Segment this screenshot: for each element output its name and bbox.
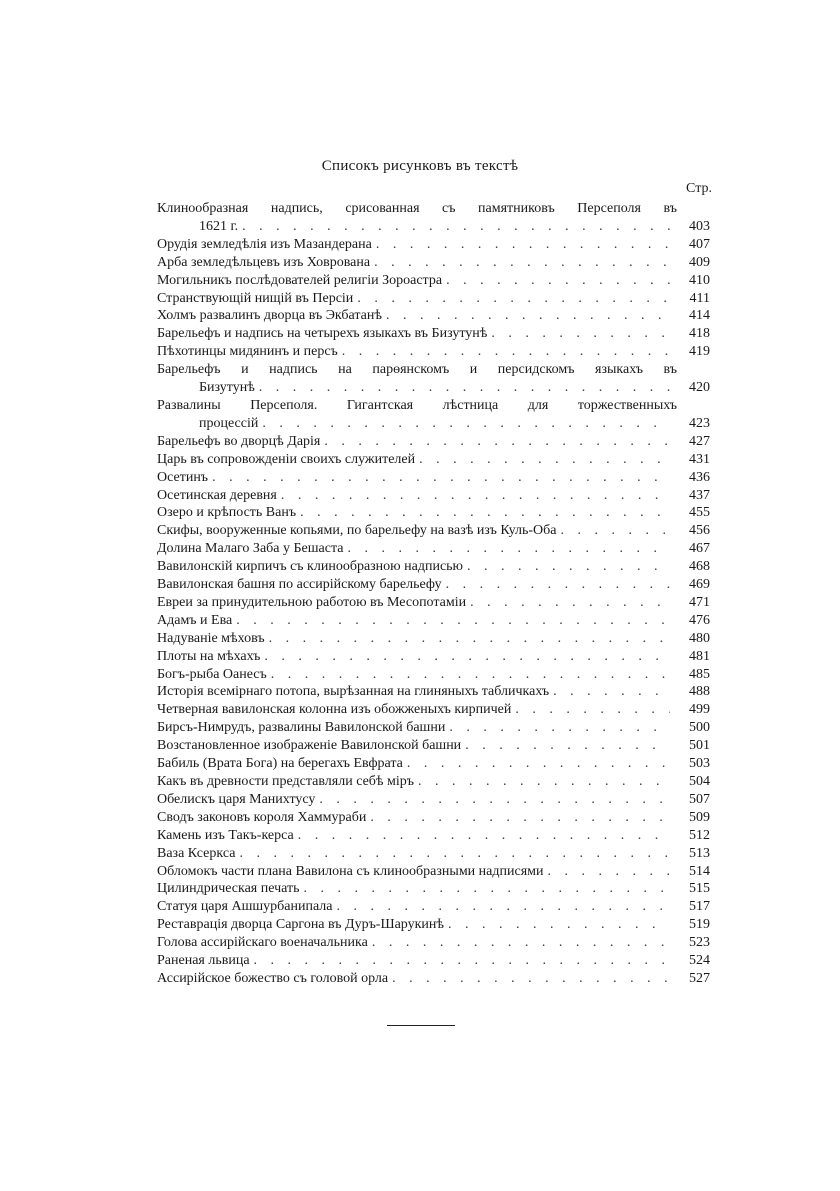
entry-row xyxy=(157,451,710,469)
list-item xyxy=(157,648,710,666)
list-item xyxy=(157,397,710,433)
list-item xyxy=(157,254,710,272)
dot-leader xyxy=(271,666,670,684)
list-item xyxy=(157,594,710,612)
entry-title: Голова ассирійскаго военачальника xyxy=(157,935,368,951)
closing-rule xyxy=(387,1025,455,1026)
dot-leader xyxy=(491,325,670,343)
page-title: Списокъ рисунковъ въ текстѣ xyxy=(321,158,519,174)
page-number: 499 xyxy=(689,702,710,718)
page-number: 514 xyxy=(689,863,710,879)
dot-leader xyxy=(376,236,670,254)
entry-title: Ваза Ксеркса xyxy=(157,845,236,861)
entry-row xyxy=(157,254,710,272)
entry-title: Камень изъ Такъ-керса xyxy=(157,827,294,843)
page-number: 503 xyxy=(689,756,710,772)
page-number: 504 xyxy=(689,774,710,789)
dot-leader xyxy=(561,522,671,540)
dot-leader xyxy=(374,254,670,272)
entry-row xyxy=(157,433,710,451)
list-item xyxy=(157,290,710,308)
entry-row xyxy=(157,791,710,809)
page-number: 436 xyxy=(689,469,710,485)
entry-row xyxy=(157,719,710,737)
page-number: 524 xyxy=(689,953,710,969)
entry-row xyxy=(157,594,710,612)
entry-row xyxy=(157,683,710,701)
list-item xyxy=(157,236,710,254)
entry-title: Вавилонскій кирпичъ съ клинообразною надписью xyxy=(157,559,464,575)
list-item xyxy=(157,683,710,701)
dot-leader xyxy=(324,433,670,451)
list-item xyxy=(157,630,710,648)
dot-leader xyxy=(446,272,670,290)
entry-row xyxy=(157,522,710,540)
figure-list xyxy=(157,200,710,988)
dot-leader xyxy=(264,648,670,666)
page-number: 455 xyxy=(689,505,710,521)
entry-title: Пѣхотинцы мидянинъ и персъ xyxy=(157,344,338,360)
dot-leader xyxy=(319,791,670,809)
page-number: 527 xyxy=(689,970,710,986)
entry-title: Обломокъ части плана Вавилона съ клинообразными надписями xyxy=(157,863,544,879)
list-item xyxy=(157,504,710,522)
list-item xyxy=(157,576,710,594)
list-item xyxy=(157,898,710,916)
entry-title: процессій xyxy=(199,415,259,431)
list-item xyxy=(157,666,710,684)
page-number: 403 xyxy=(689,218,710,234)
list-item xyxy=(157,451,710,469)
dot-leader xyxy=(254,952,670,970)
dot-leader xyxy=(242,218,670,236)
page-column-header: Стр. xyxy=(686,181,712,196)
dot-leader xyxy=(407,755,670,773)
entry-row xyxy=(157,863,710,881)
entry-title-first-line: Клинообразная надпись, срисованная съ памятниковъ Персеполя въ xyxy=(157,201,677,216)
page-number: 411 xyxy=(689,290,710,306)
page-number: 469 xyxy=(689,577,710,593)
entry-row xyxy=(157,540,710,558)
entry-title: Возстановленное изображеніе Вавилонской башни xyxy=(157,738,462,754)
entry-title: Обелискъ царя Манихтусу xyxy=(157,791,316,807)
page-number: 513 xyxy=(689,845,710,861)
dot-leader xyxy=(347,540,670,558)
entry-title: Евреи за принудительною работою въ Месопотаміи xyxy=(157,594,467,610)
list-item xyxy=(157,325,710,343)
entry-title: Барельефъ и надпись на четырехъ языкахъ въ Бизутунѣ xyxy=(157,326,488,342)
entry-row xyxy=(157,612,710,630)
entry-row xyxy=(157,415,710,433)
page-number: 517 xyxy=(689,899,710,915)
list-item xyxy=(157,934,710,952)
dot-leader xyxy=(212,469,670,487)
entry-row xyxy=(157,558,710,576)
dot-leader xyxy=(342,343,670,361)
list-item xyxy=(157,773,710,791)
entry-row xyxy=(157,845,710,863)
entry-row xyxy=(157,504,710,522)
entry-title: Раненая львица xyxy=(157,953,250,969)
dot-leader xyxy=(337,898,671,916)
entry-title: Могильникъ послѣдователей религіи Зороастра xyxy=(157,272,443,288)
dot-leader xyxy=(372,934,670,952)
dot-leader xyxy=(262,415,670,433)
page-number: 420 xyxy=(689,380,710,396)
entry-row xyxy=(157,701,710,719)
entry-title: Адамъ и Ева xyxy=(157,612,233,628)
dot-leader xyxy=(446,576,670,594)
list-item xyxy=(157,487,710,505)
dot-leader xyxy=(448,916,670,934)
list-item xyxy=(157,343,710,361)
page-number: 507 xyxy=(689,791,710,807)
list-item xyxy=(157,701,710,719)
entry-title-first-line: Барельефъ и надпись на парѳянскомъ и персидскомъ языкахъ въ xyxy=(157,362,677,378)
dot-leader xyxy=(465,737,670,755)
entry-row xyxy=(157,666,710,684)
dot-leader xyxy=(449,719,670,737)
entry-title: Какъ въ древности представляли себѣ міръ xyxy=(157,774,415,789)
list-item xyxy=(157,755,710,773)
page-number: 423 xyxy=(689,415,710,431)
list-item xyxy=(157,200,710,236)
list-item xyxy=(157,845,710,863)
page-number: 485 xyxy=(689,666,710,682)
entry-row xyxy=(157,827,710,845)
dot-leader xyxy=(515,701,670,719)
entry-title: Осетинъ xyxy=(157,469,209,485)
list-item xyxy=(157,469,710,487)
page-number: 409 xyxy=(689,254,710,270)
page-number: 419 xyxy=(689,344,710,360)
entry-row xyxy=(157,934,710,952)
entry-title: Исторія всемірнаго потопа, вырѣзанная на глиняныхъ табличкахъ xyxy=(157,684,550,700)
list-item xyxy=(157,433,710,451)
dot-leader xyxy=(553,683,670,701)
list-item xyxy=(157,272,710,290)
entry-row xyxy=(157,325,710,343)
entry-row xyxy=(157,343,710,361)
dot-leader xyxy=(281,487,670,505)
entry-title: Богъ-рыба Оанесъ xyxy=(157,666,267,682)
entry-row xyxy=(157,755,710,773)
list-item xyxy=(157,809,710,827)
dot-leader xyxy=(392,970,670,988)
entry-row xyxy=(157,307,710,325)
page-number: 418 xyxy=(689,326,710,342)
dot-leader xyxy=(259,379,670,397)
entry-title: Бабиль (Врата Бога) на берегахъ Евфрата xyxy=(157,756,403,772)
entry-row xyxy=(157,648,710,666)
entry-title: Плоты на мѣхахъ xyxy=(157,648,261,664)
entry-title: Холмъ развалинъ дворца въ Экбатанѣ xyxy=(157,308,382,324)
dot-leader xyxy=(269,630,670,648)
page-number: 500 xyxy=(689,720,710,736)
entry-title: Вавилонская башня по ассирійскому барельефу xyxy=(157,577,442,593)
entry-title: Скифы, вооруженные копьями, по барельефу на вазѣ изъ Куль-Оба xyxy=(157,523,557,539)
entry-row xyxy=(157,898,710,916)
entry-row xyxy=(157,272,710,290)
dot-leader xyxy=(548,863,671,881)
entry-row xyxy=(157,630,710,648)
page-number: 437 xyxy=(689,487,710,503)
page-number: 515 xyxy=(689,881,710,897)
entry-title: Странствующій нищій въ Персіи xyxy=(157,290,354,306)
page-number: 480 xyxy=(689,630,710,646)
list-item xyxy=(157,522,710,540)
dot-leader xyxy=(357,290,670,308)
dot-leader xyxy=(239,845,670,863)
dot-leader xyxy=(300,504,670,522)
page-number: 467 xyxy=(689,541,710,557)
list-item xyxy=(157,880,710,898)
entry-title-first-line: Развалины Персеполя. Гигантская лѣстница для торжественныхъ xyxy=(157,397,677,413)
entry-row xyxy=(157,469,710,487)
entry-row xyxy=(157,218,710,236)
entry-title: Бирсъ-Нимрудъ, развалины Вавилонской башни xyxy=(157,720,446,736)
page-number: 523 xyxy=(689,935,710,951)
list-item xyxy=(157,307,710,325)
page-number: 476 xyxy=(689,612,710,628)
list-item xyxy=(157,361,710,397)
page-number: 481 xyxy=(689,648,710,664)
list-item xyxy=(157,952,710,970)
entry-title: Орудія земледѣлія изъ Мазандерана xyxy=(157,236,372,252)
entry-title: Бизутунѣ xyxy=(199,380,255,396)
list-item xyxy=(157,827,710,845)
list-item xyxy=(157,916,710,934)
page-number: 410 xyxy=(689,272,710,288)
entry-title: Ассирійское божество съ головой орла xyxy=(157,970,389,986)
page-number: 519 xyxy=(689,917,710,933)
page-number: 501 xyxy=(689,738,710,754)
page-number: 456 xyxy=(689,523,710,539)
entry-row xyxy=(157,379,710,397)
page-number: 407 xyxy=(689,236,710,252)
entry-title: Реставрація дворца Саргона въ Дуръ-Шарукинѣ xyxy=(157,917,445,933)
list-item xyxy=(157,558,710,576)
entry-row xyxy=(157,952,710,970)
dot-leader xyxy=(470,594,670,612)
list-item xyxy=(157,540,710,558)
page-number: 468 xyxy=(689,559,710,575)
entry-title: Озеро и крѣпость Ванъ xyxy=(157,505,297,521)
entry-row xyxy=(157,880,710,898)
dot-leader xyxy=(419,451,670,469)
entry-title: Четверная вавилонская колонна изъ обожженыхъ кирпичей xyxy=(157,702,512,718)
dot-leader xyxy=(418,773,670,791)
entry-row xyxy=(157,916,710,934)
dot-leader xyxy=(298,827,670,845)
list-item xyxy=(157,737,710,755)
page-number: 431 xyxy=(689,451,710,467)
page-number: 414 xyxy=(689,308,710,324)
entry-row xyxy=(157,809,710,827)
entry-title: Арба земледѣльцевъ изъ Ховрована xyxy=(157,254,371,270)
entry-row xyxy=(157,290,710,308)
entry-title: Барельефъ во дворцѣ Дарія xyxy=(157,433,321,449)
page-number: 427 xyxy=(689,433,710,449)
list-item xyxy=(157,791,710,809)
list-item xyxy=(157,863,710,881)
entry-title: Сводъ законовъ короля Хаммураби xyxy=(157,809,367,825)
page-number: 512 xyxy=(689,827,710,843)
list-item xyxy=(157,612,710,630)
dot-leader xyxy=(304,880,670,898)
entry-row xyxy=(157,970,710,988)
entry-title: Цилиндрическая печать xyxy=(157,881,300,897)
entry-title: Долина Малаго Заба у Бешаста xyxy=(157,541,344,557)
entry-row xyxy=(157,773,710,791)
list-item xyxy=(157,719,710,737)
entry-title: Царь въ сопровожденіи своихъ служителей xyxy=(157,451,416,467)
entry-title: Статуя царя Ашшурбанипала xyxy=(157,899,333,915)
dot-leader xyxy=(467,558,670,576)
entry-title: Осетинская деревня xyxy=(157,487,277,503)
page-number: 471 xyxy=(689,594,710,610)
entry-title: 1621 г. xyxy=(199,218,239,234)
dot-leader xyxy=(370,809,670,827)
entry-title: Надуваніе мѣховъ xyxy=(157,630,265,646)
page-number: 488 xyxy=(689,684,710,700)
page-number: 509 xyxy=(689,809,710,825)
list-item xyxy=(157,970,710,988)
entry-row xyxy=(157,576,710,594)
entry-row xyxy=(157,236,710,254)
dot-leader xyxy=(386,307,670,325)
entry-row xyxy=(157,487,710,505)
entry-row xyxy=(157,737,710,755)
dot-leader xyxy=(236,612,670,630)
